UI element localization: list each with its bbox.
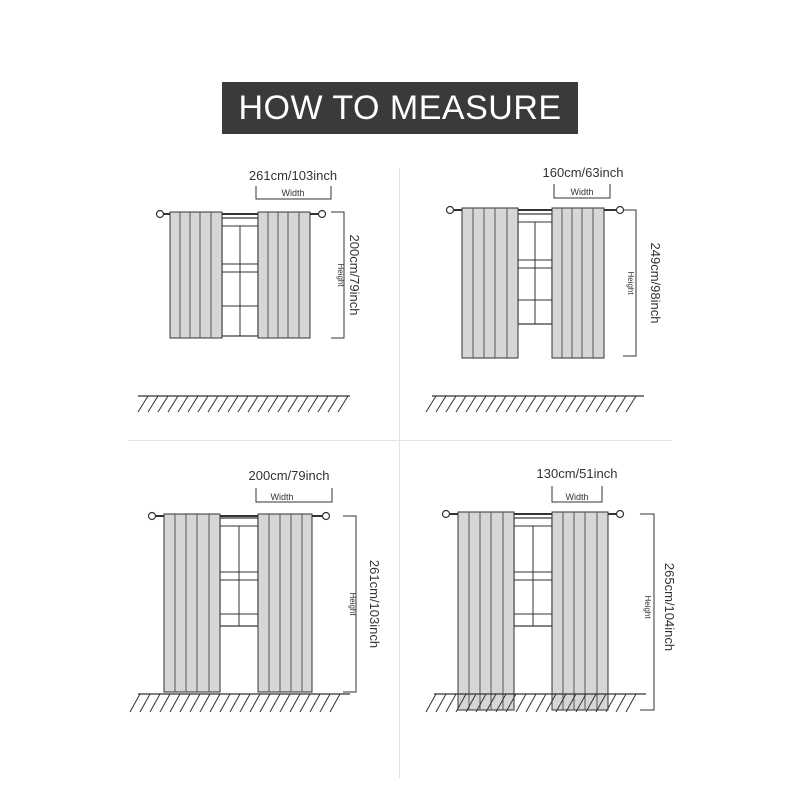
panel-2-floor <box>426 396 644 412</box>
panel-4-height-label: Height <box>643 595 652 619</box>
panel-1-width-label: Width <box>281 188 305 198</box>
panel-4-height-value: 265cm/104inch <box>662 562 677 652</box>
panel-3-floor <box>130 694 350 712</box>
panel-3 <box>130 468 382 712</box>
panel-2-curtain-left <box>462 208 518 358</box>
panel-2-window <box>518 214 552 324</box>
panel-2 <box>426 165 663 412</box>
panel-3-height-label: Height <box>348 592 357 616</box>
panel-1-floor <box>138 396 350 412</box>
panel-4 <box>426 466 677 712</box>
panel-4-width-value: 130cm/51inch <box>536 466 618 481</box>
panel-4-curtain-left <box>458 512 514 710</box>
panel-4-width-label: Width <box>565 492 589 502</box>
panel-3-height-value: 261cm/103inch <box>367 559 382 649</box>
panel-4-window <box>514 518 552 626</box>
panel-1-height-value: 200cm/79inch <box>347 234 362 316</box>
panel-2-height-value: 249cm/98inch <box>648 242 663 324</box>
panel-1-curtain-right <box>258 212 310 338</box>
title-banner: HOW TO MEASURE <box>222 82 578 134</box>
panel-3-window <box>220 518 258 626</box>
panel-2-height-label: Height <box>626 271 635 295</box>
panel-2-curtain-right <box>552 208 604 358</box>
panel-1 <box>138 168 362 412</box>
panel-3-width-label: Width <box>270 492 294 502</box>
panel-4-curtain-right <box>552 512 608 710</box>
panel-1-height-label: Height <box>336 263 345 287</box>
panel-3-curtain-left <box>164 514 220 692</box>
panel-3-width-value: 200cm/79inch <box>248 468 330 483</box>
panel-1-width-value: 261cm/103inch <box>248 168 338 183</box>
panel-1-window <box>222 218 258 336</box>
panel-3-width-bracket <box>256 488 332 502</box>
panel-2-width-value: 160cm/63inch <box>542 165 624 180</box>
panel-2-width-label: Width <box>570 187 594 197</box>
panel-3-curtain-right <box>258 514 312 692</box>
panel-1-curtain-left <box>170 212 222 338</box>
